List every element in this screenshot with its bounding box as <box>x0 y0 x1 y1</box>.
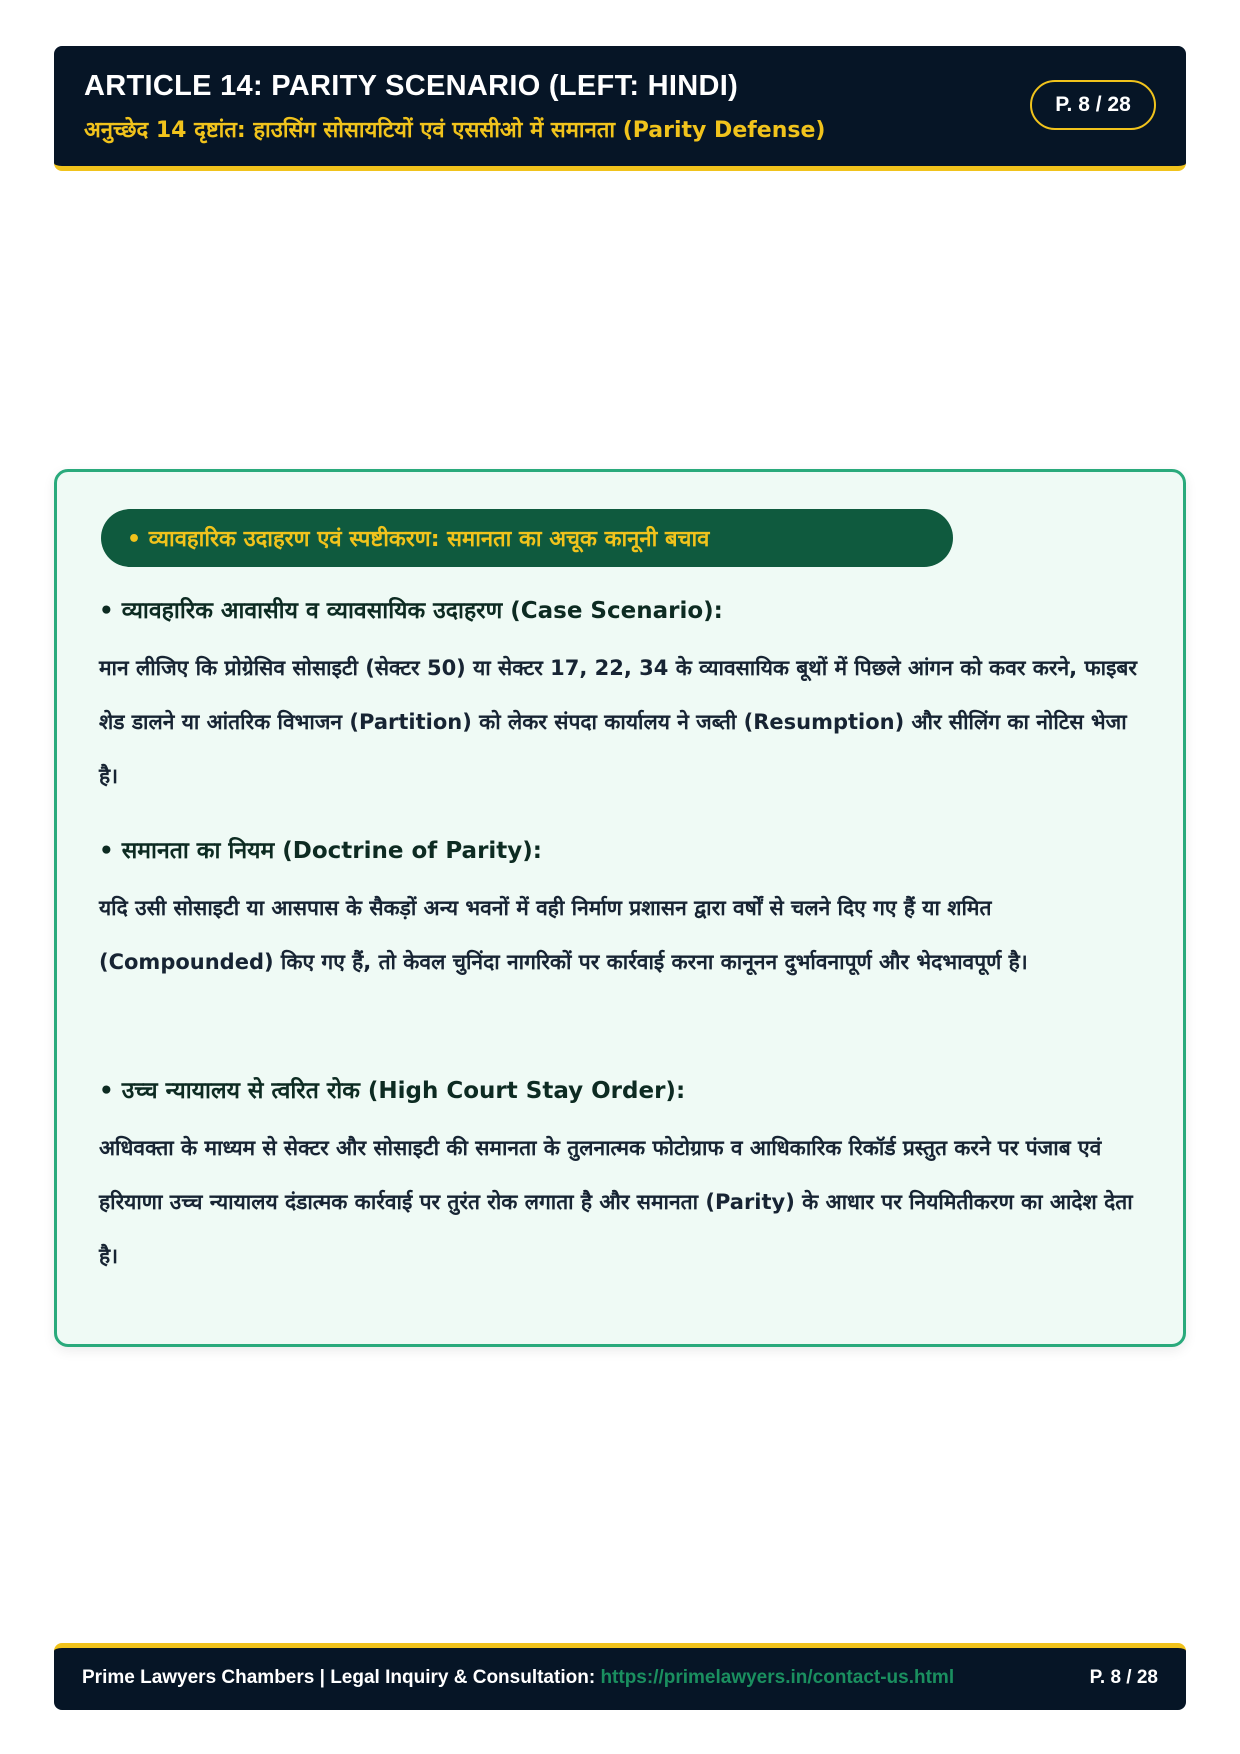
section-heading-high-court-stay: • उच्च न्यायालय से त्वरित रोक (High Court Stay Order): <box>99 1078 686 1104</box>
header-title: ARTICLE 14: PARITY SCENARIO (LEFT: HINDI) <box>84 70 739 102</box>
page-number-badge: P. 8 / 28 <box>1030 80 1156 130</box>
card-title-pill: • व्यावहारिक उदाहरण एवं स्पष्टीकरण: समानता का अचूक कानूनी बचाव <box>101 509 953 567</box>
header-subtitle: अनुच्छेद 14 दृष्टांत: हाउसिंग सोसायटियों एवं एससीओ में समानता (Parity Defense) <box>84 118 826 143</box>
footer-contact-link[interactable]: https://primelawyers.in/contact-us.html <box>600 1667 955 1688</box>
section-heading-doctrine-of-parity: • समानता का नियम (Doctrine of Parity): <box>99 838 542 864</box>
section-body-case-scenario: मान लीजिए कि प्रोग्रेसिव सोसाइटी (सेक्टर 50) या सेक्टर 17, 22, 34 के व्यावसायिक बूथों में पिछले आंगन को कवर करने, फाइबर शेड डालने या आंतरिक विभाजन (Partition) को लेकर संपदा कार्यालय ने जब्ती (Resumption) और सीलिंग का नोटिस भेजा है। <box>99 656 1137 788</box>
section-heading-case-scenario: • व्यावहारिक आवासीय व व्यावसायिक उदाहरण (Case Scenario): <box>99 598 723 624</box>
footer-text <box>82 1667 954 1689</box>
section-body-doctrine-of-parity: यदि उसी सोसाइटी या आसपास के सैकड़ों अन्य भवनों में वही निर्माण प्रशासन द्वारा वर्षों से चलने दिए गए हैं या शमित (Compounded) किए गए हैं, तो केवल चुनिंदा नागरिकों पर कार्रवाई करना कानूनन दुर्भावनापूर्ण और भेदभावपूर्ण है। <box>99 896 1028 974</box>
footer-page-number: P. 8 / 28 <box>1089 1667 1158 1688</box>
footer-brand-text: Prime Lawyers Chambers | Legal Inquiry & Consultation: <box>82 1667 601 1688</box>
page-footer <box>54 1643 1186 1710</box>
section-body-high-court-stay: अधिवक्ता के माध्यम से सेक्टर और सोसाइटी की समानता के तुलनात्मक फोटोग्राफ व आधिकारिक रिकॉर्ड प्रस्तुत करने पर पंजाब एवं हरियाणा उच्च न्यायालय दंडात्मक कार्रवाई पर तुरंत रोक लगाता है और समानता (Parity) के आधार पर नियमितीकरण का आदेश देता है। <box>99 1136 1133 1268</box>
content-card <box>54 469 1186 1347</box>
page-header <box>54 46 1186 171</box>
